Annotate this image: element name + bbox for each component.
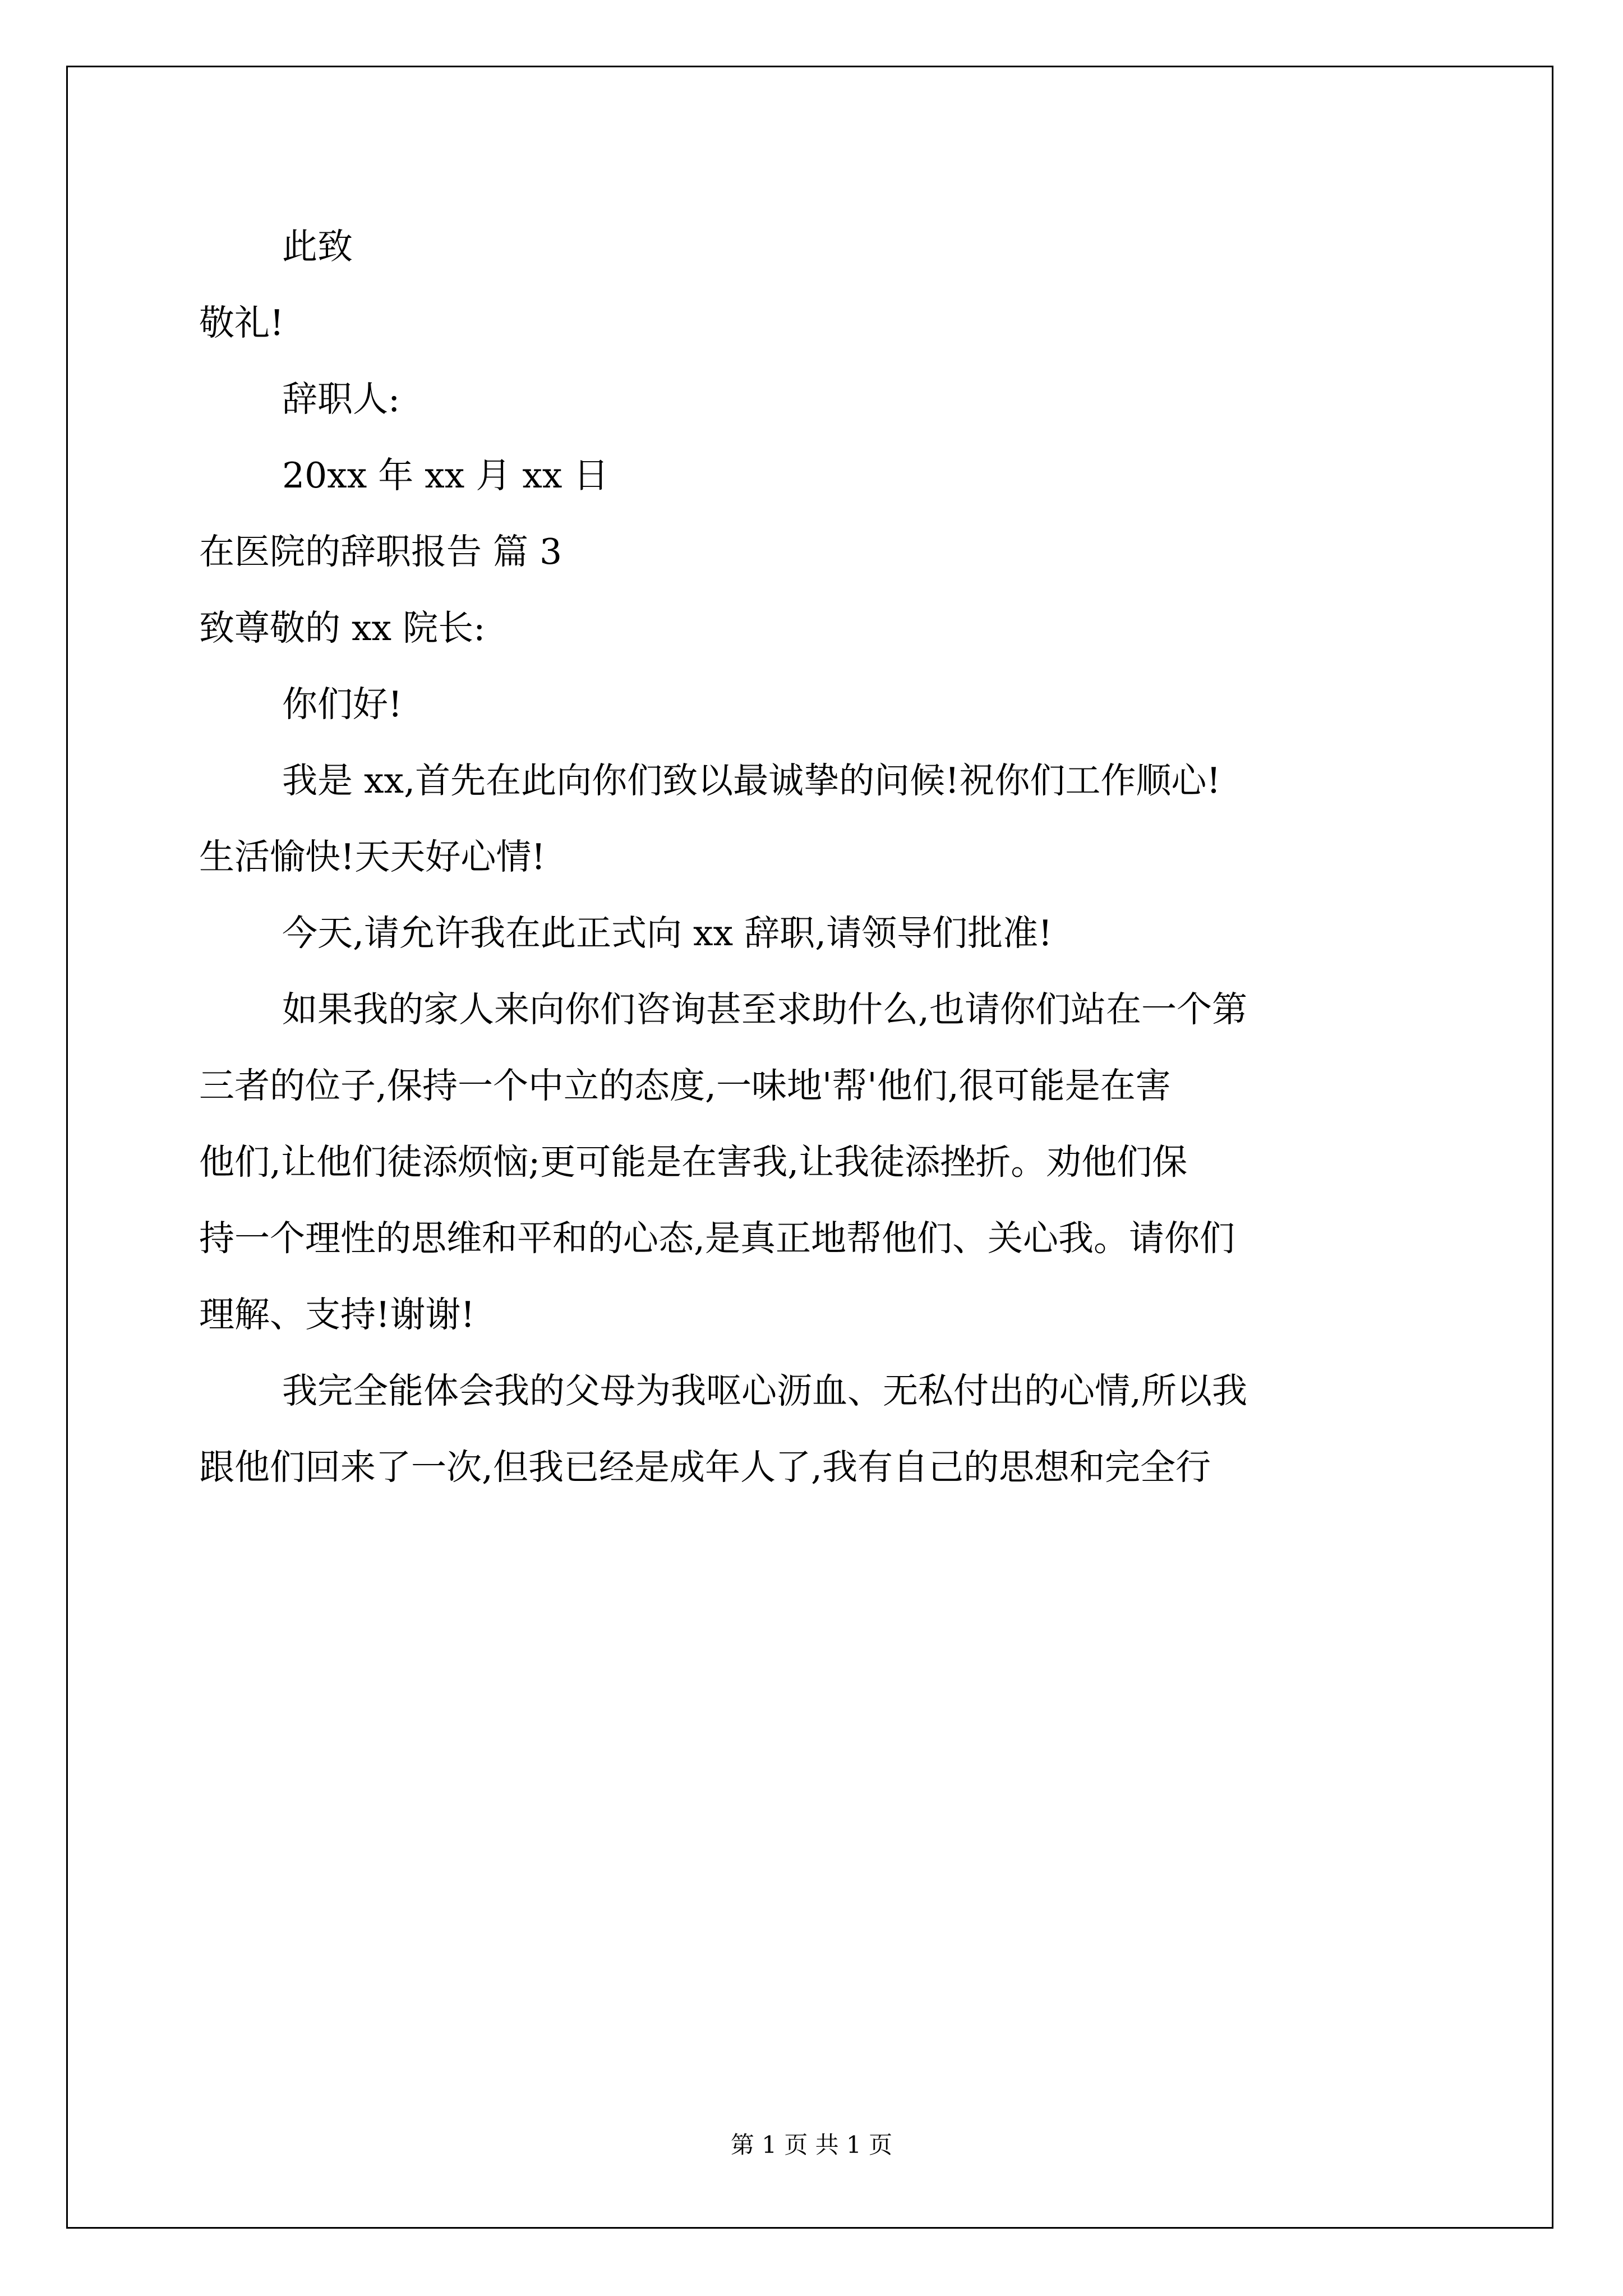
paragraph-line: 如果我的家人来向你们咨询甚至求助什么,也请你们站在一个第 [282, 989, 1248, 1030]
paragraph-line: 生活愉快!天天好心情! [199, 836, 546, 877]
paragraph-line: 他们,让他们徒添烦恼;更可能是在害我,让我徒添挫折。劝他们保 [199, 1142, 1188, 1182]
closing-regards: 敬礼! [199, 302, 284, 343]
page-footer: 第 1 页 共 1 页 [730, 2131, 893, 2159]
date-line: 20xx 年 xx 月 xx 日 [282, 455, 609, 496]
paragraph-line: 今天,请允许我在此正式向 xx 辞职,请领导们批准! [282, 913, 1053, 954]
signature-label: 辞职人: [282, 379, 400, 420]
closing-salutation: 此致 [282, 226, 353, 267]
greeting: 你们好! [282, 684, 403, 725]
paragraph-line: 跟他们回来了一次,但我已经是成年人了,我有自己的思想和完全行 [199, 1447, 1211, 1488]
paragraph-line: 理解、支持!谢谢! [199, 1294, 475, 1335]
paragraph-line: 我是 xx,首先在此向你们致以最诚挚的问候!祝你们工作顺心! [282, 760, 1221, 801]
addressee: 致尊敬的 xx 院长: [199, 608, 486, 648]
paragraph-line: 我完全能体会我的父母为我呕心沥血、无私付出的心情,所以我 [282, 1370, 1248, 1411]
paragraph-line: 三者的位子,保持一个中立的态度,一味地'帮'他们,很可能是在害 [199, 1065, 1171, 1106]
paragraph-line: 持一个理性的思维和平和的心态,是真正地帮他们、关心我。请你们 [199, 1218, 1235, 1259]
section-heading: 在医院的辞职报告 篇 3 [199, 531, 562, 572]
